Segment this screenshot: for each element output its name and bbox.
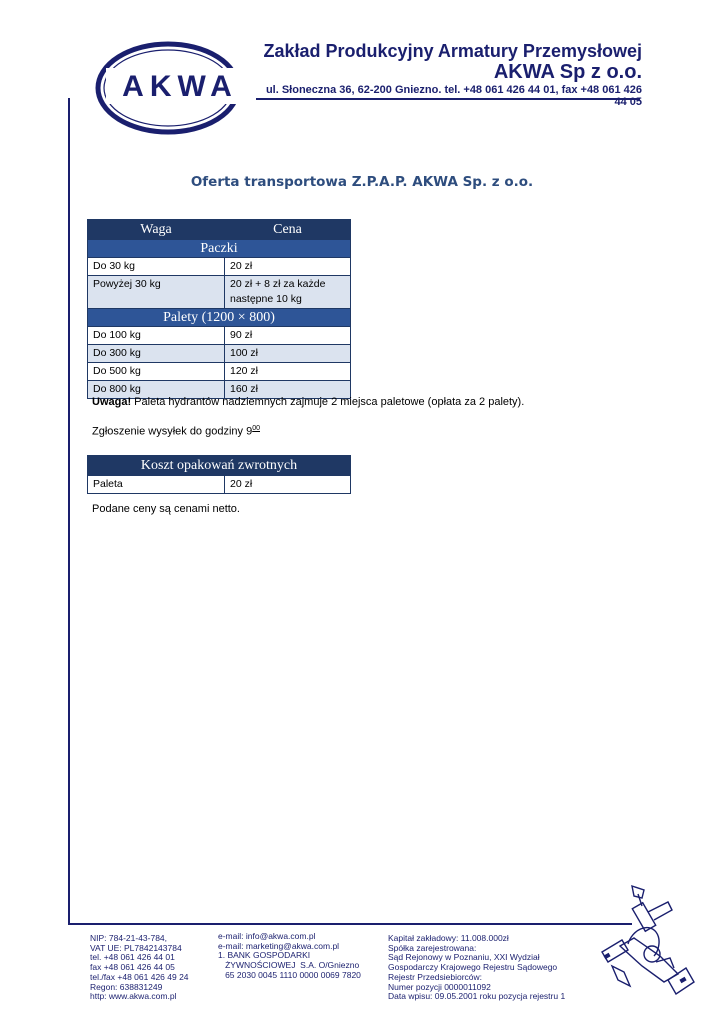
price-cell: 90 zł (225, 327, 351, 345)
notice-text: Paleta hydrantów nadziemnych zajmuje 2 miejsca paletowe (opłata za 2 palety). (131, 396, 525, 408)
price-table-header-row (88, 220, 351, 240)
weight-cell: Do 300 kg (88, 345, 225, 363)
price-cell: 160 zł (225, 381, 351, 399)
packaging-table (87, 455, 351, 494)
deadline-minutes: 00 (252, 425, 260, 432)
footer-line: ŻYWNOŚCIOWEJ S.A. O/Gniezno (218, 960, 360, 971)
footer-line: Rejestr Przedsiebiorców: (388, 971, 483, 982)
company-name: Zakład Produkcyjny Armatury Przemysłowej (263, 41, 642, 61)
frame-bottom-line (68, 923, 632, 925)
frame-left-line (68, 98, 70, 924)
table-row (88, 345, 351, 363)
packaging-header: Koszt opakowań zwrotnych (88, 456, 351, 476)
valve-drawing-icon (598, 882, 698, 1000)
deadline-text: Zgłoszenie wysyłek do godziny 9 (92, 425, 253, 438)
packaging-header-row (88, 456, 351, 476)
table-row (88, 476, 351, 494)
weight-cell: Powyżej 30 kg (88, 276, 225, 309)
footer-line: Kapitał zakładowy: 11.008.000zł (388, 933, 509, 943)
footer-line: Numer pozycji 0000011092 (388, 981, 491, 992)
page-title: Oferta transportowa Z.P.A.P. AKWA Sp. z o.o. (190, 174, 534, 190)
footer-line: e-mail: info@akwa.com.pl (218, 931, 316, 941)
company-address: ul. Słoneczna 36, 62-200 Gniezno. tel. +48 061 426 44 01, fax +48 061 426 44 05 (265, 84, 642, 108)
price-cell: 20 zł + 8 zł za każde następne 10 kg (225, 276, 351, 309)
footer-line: Sąd Rejonowy w Poznaniu, XXI Wydział (388, 952, 540, 963)
deadline-paragraph (92, 425, 260, 438)
footer-line: 1. BANK GOSPODARKI (218, 950, 311, 961)
price-cell: 120 zł (225, 363, 351, 381)
price-cell: 100 zł (225, 345, 351, 363)
footer-column-contact (218, 932, 361, 981)
weight-cell: Do 30 kg (88, 258, 225, 276)
net-prices-note: Podane ceny są cenami netto. (92, 503, 240, 515)
weight-cell: Do 500 kg (88, 363, 225, 381)
footer-line: fax +48 061 426 44 05 (90, 962, 175, 973)
table-row (88, 276, 351, 309)
company-legal-name: AKWA Sp z o.o. (493, 61, 642, 83)
section-packages-row (88, 240, 351, 258)
price-cell: 20 zł (225, 258, 351, 276)
notice-paragraph (92, 396, 524, 408)
item-cell: Paleta (88, 476, 225, 494)
col-weight-header: Waga (88, 220, 225, 240)
notice-label: Uwaga! (92, 396, 132, 408)
footer-line: NIP: 784-21-43-784, (90, 933, 168, 943)
footer-line: Data wpisu: 09.05.2001 roku pozycja rejestru 1 (388, 991, 566, 1002)
footer-column-tax (90, 934, 189, 1002)
section-pallets: Palety (1200 × 800) (88, 309, 351, 327)
section-packages: Paczki (88, 240, 351, 258)
weight-cell: Do 800 kg (88, 381, 225, 399)
col-price-header: Cena (225, 220, 351, 240)
logo-text: AKWA (122, 70, 238, 103)
footer-line: VAT UE: PL7842143784 (90, 942, 182, 953)
footer-line: Gospodarczy Krajowego Rejestru Sądowego (388, 962, 558, 973)
footer-line: tel. +48 061 426 44 01 (90, 952, 175, 963)
footer-line: Spółka zarejestrowana: (388, 942, 477, 953)
table-row (88, 258, 351, 276)
table-row (88, 327, 351, 345)
footer-line: tel./fax +48 061 426 49 24 (90, 971, 189, 982)
weight-cell: Do 100 kg (88, 327, 225, 345)
akwa-logo (92, 38, 262, 138)
footer-line: 65 2030 0045 1110 0000 0069 7820 (218, 969, 361, 980)
section-pallets-row (88, 309, 351, 327)
footer-column-registration (388, 934, 565, 1002)
price-cell: 20 zł (225, 476, 351, 494)
footer-line: http: www.akwa.com.pl (90, 991, 177, 1002)
footer-line: e-mail: marketing@akwa.com.pl (218, 940, 340, 951)
price-table (87, 219, 351, 399)
table-row (88, 363, 351, 381)
footer-line: Regon: 638831249 (90, 981, 163, 992)
